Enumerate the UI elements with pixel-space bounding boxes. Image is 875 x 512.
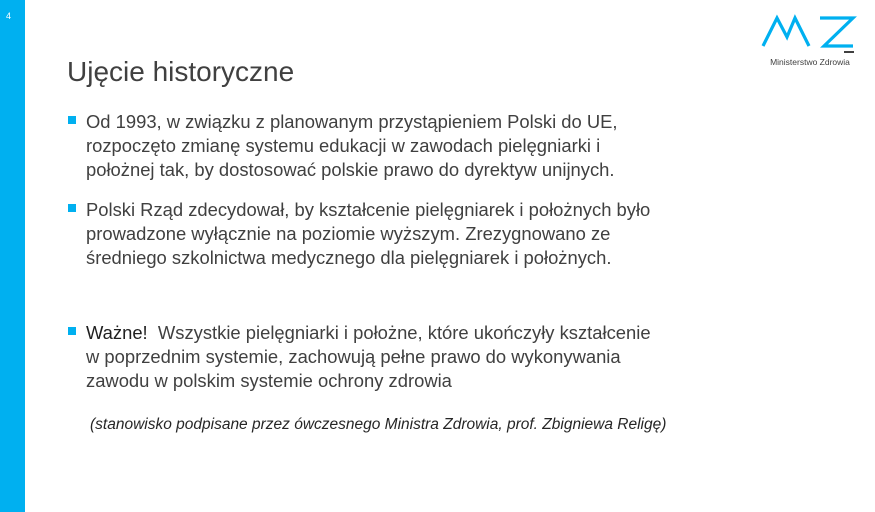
page-number: 4 [6, 11, 12, 21]
bullet-line: Od 1993, w związku z planowanym przystąpieniem Polski do UE, [86, 111, 618, 132]
bullet-item [68, 198, 650, 270]
bullet-marker [68, 116, 76, 124]
bullet-line: rozpoczęto zmianę systemu edukacji w zawodach pielęgniarki i [86, 135, 601, 156]
bullet-marker [68, 204, 76, 212]
important-label: Ważne! [86, 322, 148, 343]
bullet-line: położnej tak, by dostosować polskie prawo do dyrektyw unijnych. [86, 159, 615, 180]
bullet-line: średniego szkolnictwa medycznego dla pielęgniarek i położnych. [86, 247, 612, 268]
bullet-line: w poprzednim systemie, zachowują pełne prawo do wykonywania [86, 346, 621, 367]
bullet-marker [68, 327, 76, 335]
bullet-line: zawodu w polskim systemie ochrony zdrowia [86, 370, 452, 391]
bullet-line [68, 321, 651, 345]
bullet-item [68, 110, 618, 182]
ministry-logo [760, 14, 860, 70]
mz-logo-icon [760, 14, 860, 58]
bullet-item-important [68, 321, 651, 393]
bullet-text: Wszystkie pielęgniarki i położne, które ukończyły kształcenie [157, 322, 651, 343]
bullet-line: Polski Rząd zdecydował, by kształcenie pielęgniarek i położnych było [86, 199, 651, 220]
logo-caption: Ministerstwo Zdrowia [770, 57, 850, 67]
bullet-line: prowadzone wyłącznie na poziomie wyższym. Zrezygnowano ze [86, 223, 611, 244]
source-footnote: (stanowisko podpisane przez ówczesnego Ministra Zdrowia, prof. Zbigniewa Religę) [90, 416, 667, 433]
slide-title: Ujęcie historyczne [67, 56, 295, 87]
side-accent-bar [0, 0, 25, 512]
